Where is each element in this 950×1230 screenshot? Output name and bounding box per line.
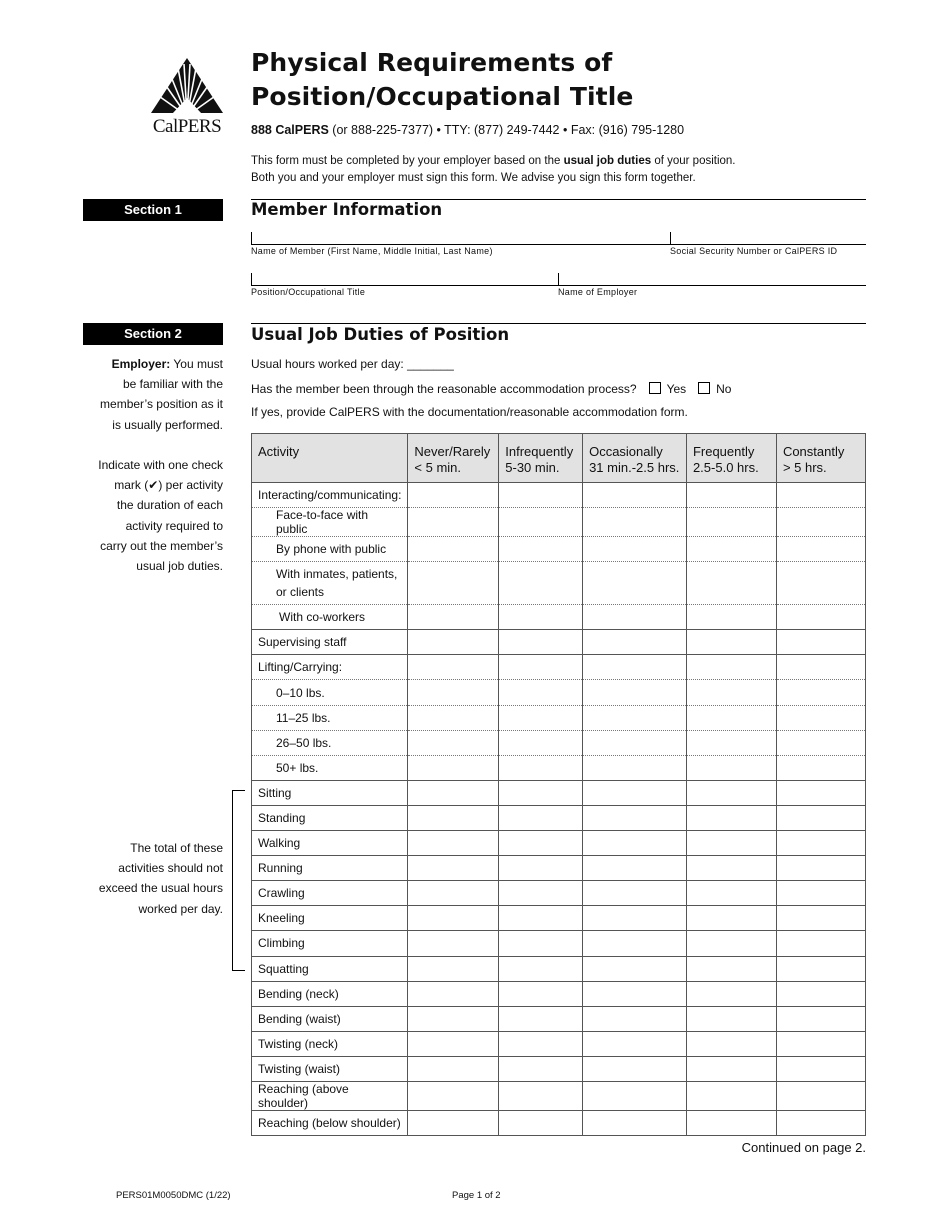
duration-check-cell[interactable]: [499, 831, 583, 856]
total-bracket: [232, 790, 245, 971]
employer-note-bold: Employer:: [111, 357, 171, 371]
member-name-field-tick: [251, 232, 252, 244]
table-row: [252, 931, 866, 956]
intro-line-2: Both you and your employer must sign this form. We advise you sign this form together.: [251, 172, 696, 184]
column-header: [776, 434, 865, 483]
employer-note-line-1: You must: [170, 357, 223, 371]
table-header-row: [252, 434, 866, 483]
total-line-2: activities should not: [118, 861, 223, 876]
column-header-title: Occasionally: [589, 444, 663, 459]
table-row: [252, 881, 866, 906]
duration-check-cell[interactable]: [408, 956, 499, 981]
accommodation-question: [251, 382, 731, 396]
table-row: [252, 1081, 866, 1110]
duration-check-cell[interactable]: [686, 537, 776, 562]
if-yes-note: If yes, provide CalPERS with the documentation/reasonable accommodation form.: [251, 405, 688, 419]
total-note: [83, 838, 223, 919]
table-row: [252, 508, 866, 537]
duration-check-cell[interactable]: [776, 508, 865, 537]
duration-check-cell[interactable]: [776, 680, 865, 705]
activity-label: Crawling: [252, 881, 408, 906]
duration-check-cell[interactable]: [408, 931, 499, 956]
hours-question[interactable]: Usual hours worked per day: _______: [251, 357, 454, 371]
duration-check-cell[interactable]: [686, 562, 776, 605]
activity-label: Bending (waist): [252, 1006, 408, 1031]
logo-wordmark: CalPERS: [152, 116, 222, 137]
duration-check-cell[interactable]: [583, 605, 687, 630]
employer-note-line-2: be familiar with the: [122, 377, 223, 392]
duration-check-cell[interactable]: [583, 931, 687, 956]
duration-check-cell[interactable]: [408, 805, 499, 830]
duration-check-cell[interactable]: [686, 1081, 776, 1110]
duration-check-cell[interactable]: [583, 805, 687, 830]
no-checkbox[interactable]: [698, 382, 710, 394]
duration-check-cell[interactable]: [686, 730, 776, 755]
duration-check-cell[interactable]: [408, 483, 499, 508]
duration-check-cell[interactable]: [776, 730, 865, 755]
duration-check-cell[interactable]: [408, 755, 499, 780]
activity-label: 26–50 lbs.: [252, 730, 408, 755]
duration-check-cell[interactable]: [408, 655, 499, 680]
duration-check-cell[interactable]: [583, 1056, 687, 1081]
table-body: [252, 483, 866, 1136]
duration-check-cell[interactable]: [776, 1056, 865, 1081]
table-row: [252, 831, 866, 856]
duration-check-cell[interactable]: [408, 881, 499, 906]
table-row: [252, 956, 866, 981]
duration-check-cell[interactable]: [499, 1031, 583, 1056]
indicate-line-1: Indicate with one check: [98, 458, 223, 472]
column-header-title: Activity: [258, 444, 300, 459]
form-id: PERS01M0050DMC (1/22): [116, 1190, 231, 1201]
duration-check-cell[interactable]: [499, 680, 583, 705]
total-line-3: exceed the usual hours: [98, 881, 223, 896]
activity-label: Reaching (below shoulder): [252, 1110, 408, 1135]
intro-part-c: of your position.: [651, 155, 736, 167]
duration-check-cell[interactable]: [583, 1081, 687, 1110]
duration-check-cell[interactable]: [686, 705, 776, 730]
intro-text: [251, 153, 736, 187]
column-header-duration: 5-30 min.: [505, 460, 560, 475]
column-header-duration: < 5 min.: [414, 460, 462, 475]
title-line-1: Physical Requirements of: [251, 48, 613, 77]
activity-label: With co-workers: [252, 605, 408, 630]
table-row: [252, 680, 866, 705]
duration-check-cell[interactable]: [583, 906, 687, 931]
intro-emphasis: usual job duties: [563, 155, 652, 167]
duration-check-cell[interactable]: [408, 705, 499, 730]
ssn-field-tick: [670, 232, 671, 244]
duration-check-cell[interactable]: [499, 605, 583, 630]
indicate-line-6: usual job duties.: [136, 559, 223, 574]
column-header-title: Constantly: [782, 444, 845, 459]
duration-check-cell[interactable]: [583, 981, 687, 1006]
activity-label: Walking: [252, 831, 408, 856]
column-header-duration: 31 min.-2.5 hrs.: [589, 460, 680, 475]
duration-check-cell[interactable]: [583, 1110, 687, 1135]
table-row: [252, 562, 866, 605]
duration-check-cell[interactable]: [499, 1006, 583, 1031]
ssn-label: Social Security Number or CalPERS ID: [670, 246, 838, 256]
duration-check-cell[interactable]: [499, 1110, 583, 1135]
duration-check-cell[interactable]: [583, 956, 687, 981]
duration-check-cell[interactable]: [686, 856, 776, 881]
contact-line: [251, 123, 684, 137]
duration-check-cell[interactable]: [583, 1031, 687, 1056]
employer-note-line-4: is usually performed.: [112, 417, 223, 432]
duration-check-cell[interactable]: [583, 780, 687, 805]
activity-label: Reaching (above shoulder): [252, 1081, 408, 1110]
indicate-note: [73, 455, 223, 576]
duration-check-cell[interactable]: [499, 562, 583, 605]
duration-check-cell[interactable]: [583, 755, 687, 780]
duration-check-cell[interactable]: [686, 1110, 776, 1135]
activity-label: Standing: [252, 805, 408, 830]
section-1-title: Member Information: [251, 200, 443, 219]
duration-check-cell[interactable]: [583, 483, 687, 508]
table-row: [252, 605, 866, 630]
duration-check-cell[interactable]: [776, 805, 865, 830]
duration-check-cell[interactable]: [583, 881, 687, 906]
duration-check-cell[interactable]: [776, 931, 865, 956]
duration-check-cell[interactable]: [499, 537, 583, 562]
employer-note: [83, 354, 223, 435]
no-label: No: [716, 382, 732, 396]
duration-check-cell[interactable]: [583, 705, 687, 730]
table-row: [252, 1056, 866, 1081]
table-row: [252, 483, 866, 508]
checkmark-icon: ✔: [148, 478, 159, 493]
duration-check-cell[interactable]: [408, 1006, 499, 1031]
total-line-1: The total of these: [130, 841, 223, 855]
duration-check-cell[interactable]: [499, 931, 583, 956]
yes-label: Yes: [666, 382, 687, 396]
duration-check-cell[interactable]: [499, 483, 583, 508]
duration-check-cell[interactable]: [686, 483, 776, 508]
duration-check-cell[interactable]: [583, 831, 687, 856]
indicate-line-4: activity required to: [125, 518, 223, 533]
section-2-rule: [251, 323, 866, 324]
position-label: Position/Occupational Title: [251, 287, 366, 297]
duration-check-cell[interactable]: [408, 562, 499, 605]
duration-check-cell[interactable]: [776, 981, 865, 1006]
duration-check-cell[interactable]: [686, 680, 776, 705]
contact-phone-brand: 888 CalPERS: [251, 123, 329, 137]
duration-check-cell[interactable]: [686, 1056, 776, 1081]
duration-check-cell[interactable]: [686, 605, 776, 630]
section-2-tab: Section 2: [83, 323, 223, 345]
duration-check-cell[interactable]: [686, 655, 776, 680]
duration-check-cell[interactable]: [776, 537, 865, 562]
member-name-label: Name of Member (First Name, Middle Initial, Last Name): [251, 246, 493, 256]
total-line-4: worked per day.: [138, 901, 223, 916]
column-header: [252, 434, 408, 483]
duration-check-cell[interactable]: [408, 1056, 499, 1081]
duration-check-cell[interactable]: [686, 630, 776, 655]
activity-label: With inmates, patients, or clients: [252, 562, 408, 605]
employer-label: Name of Employer: [558, 287, 638, 297]
duration-check-cell[interactable]: [686, 831, 776, 856]
duration-check-cell[interactable]: [776, 1006, 865, 1031]
duration-check-cell[interactable]: [408, 780, 499, 805]
duration-check-cell[interactable]: [408, 906, 499, 931]
activity-label: Twisting (waist): [252, 1056, 408, 1081]
duration-check-cell[interactable]: [686, 755, 776, 780]
duration-check-cell[interactable]: [776, 483, 865, 508]
duration-check-cell[interactable]: [776, 1031, 865, 1056]
column-header-title: Never/Rarely: [414, 444, 491, 459]
duration-check-cell[interactable]: [499, 508, 583, 537]
table-row: [252, 981, 866, 1006]
duration-check-cell[interactable]: [776, 655, 865, 680]
table-row: [252, 1006, 866, 1031]
activity-label: Interacting/communicating:: [252, 483, 408, 508]
duration-check-cell[interactable]: [499, 1081, 583, 1110]
duration-check-cell[interactable]: [583, 730, 687, 755]
intro-part-a: This form must be completed by your employer based on the: [251, 155, 564, 167]
column-header-title: Infrequently: [505, 444, 574, 459]
activity-label: Bending (neck): [252, 981, 408, 1006]
duration-check-cell[interactable]: [408, 680, 499, 705]
column-header-duration: > 5 hrs.: [782, 460, 827, 475]
duration-check-cell[interactable]: [583, 508, 687, 537]
duration-check-cell[interactable]: [776, 956, 865, 981]
duration-check-cell[interactable]: [499, 705, 583, 730]
activity-label: Running: [252, 856, 408, 881]
duration-check-cell[interactable]: [776, 630, 865, 655]
duration-check-cell[interactable]: [583, 856, 687, 881]
activity-label: By phone with public: [252, 537, 408, 562]
continued-note: Continued on page 2.: [741, 1140, 866, 1155]
duration-check-cell[interactable]: [408, 1031, 499, 1056]
position-field-tick: [251, 273, 252, 285]
employer-field-tick: [558, 273, 559, 285]
duration-check-cell[interactable]: [686, 981, 776, 1006]
duration-check-cell[interactable]: [499, 906, 583, 931]
duration-check-cell[interactable]: [583, 680, 687, 705]
duration-check-cell[interactable]: [499, 730, 583, 755]
duration-check-cell[interactable]: [408, 1110, 499, 1135]
duration-check-cell[interactable]: [499, 655, 583, 680]
duration-check-cell[interactable]: [686, 956, 776, 981]
duration-check-cell[interactable]: [583, 655, 687, 680]
duration-check-cell[interactable]: [776, 755, 865, 780]
activity-label: 11–25 lbs.: [252, 705, 408, 730]
duration-check-cell[interactable]: [776, 1081, 865, 1110]
table-row: [252, 537, 866, 562]
title-line-2: Position/Occupational Title: [251, 82, 634, 111]
section-1-tab: Section 1: [83, 199, 223, 221]
table-row: [252, 1031, 866, 1056]
contact-numbers: (or 888-225-7377) • TTY: (877) 249-7442 • Fax: (916) 795-1280: [328, 123, 685, 137]
column-header-duration: 2.5-5.0 hrs.: [692, 460, 759, 475]
duration-check-cell[interactable]: [408, 856, 499, 881]
activity-label: Squatting: [252, 956, 408, 981]
duration-check-cell[interactable]: [686, 780, 776, 805]
duration-check-cell[interactable]: [776, 562, 865, 605]
activity-label: 0–10 lbs.: [252, 680, 408, 705]
duration-check-cell[interactable]: [583, 1006, 687, 1031]
duration-check-cell[interactable]: [499, 956, 583, 981]
duration-check-cell[interactable]: [499, 1056, 583, 1081]
duration-check-cell[interactable]: [686, 1006, 776, 1031]
duration-check-cell[interactable]: [686, 881, 776, 906]
activity-label: Kneeling: [252, 906, 408, 931]
duration-check-cell[interactable]: [499, 856, 583, 881]
page-title: [251, 46, 871, 114]
duration-check-cell[interactable]: [686, 805, 776, 830]
activity-label: Lifting/Carrying:: [252, 655, 408, 680]
yes-checkbox[interactable]: [649, 382, 661, 394]
activity-label: Climbing: [252, 931, 408, 956]
table-row: [252, 856, 866, 881]
table-row: [252, 655, 866, 680]
table-row: [252, 630, 866, 655]
table-row: [252, 705, 866, 730]
duration-check-cell[interactable]: [686, 906, 776, 931]
member-name-field[interactable]: [251, 244, 866, 245]
table-row: [252, 755, 866, 780]
duration-check-cell[interactable]: [408, 508, 499, 537]
indicate-line-5: carry out the member’s: [100, 538, 223, 553]
indicate-line-2a: mark (: [114, 478, 149, 493]
table-row: [252, 1110, 866, 1135]
duration-check-cell[interactable]: [583, 562, 687, 605]
activity-label: Sitting: [252, 780, 408, 805]
activity-label: 50+ lbs.: [252, 755, 408, 780]
employer-note-line-3: member’s position as it: [100, 397, 223, 412]
table-row: [252, 780, 866, 805]
activity-label: Twisting (neck): [252, 1031, 408, 1056]
activity-label: Face-to-face with public: [252, 508, 408, 537]
duration-check-cell[interactable]: [499, 780, 583, 805]
duration-check-cell[interactable]: [776, 881, 865, 906]
section-2-title: Usual Job Duties of Position: [251, 325, 510, 344]
duration-check-cell[interactable]: [583, 630, 687, 655]
duration-check-cell[interactable]: [499, 981, 583, 1006]
duration-check-cell[interactable]: [686, 931, 776, 956]
column-header: [408, 434, 499, 483]
duration-check-cell[interactable]: [408, 537, 499, 562]
position-field[interactable]: [251, 285, 866, 286]
duration-check-cell[interactable]: [499, 755, 583, 780]
duration-check-cell[interactable]: [776, 831, 865, 856]
duration-check-cell[interactable]: [499, 881, 583, 906]
duration-check-cell[interactable]: [499, 805, 583, 830]
duration-check-cell[interactable]: [686, 1031, 776, 1056]
duration-check-cell[interactable]: [408, 605, 499, 630]
indicate-line-2b: ) per activity: [158, 478, 223, 493]
calpers-logo: [148, 56, 226, 138]
duration-check-cell[interactable]: [776, 780, 865, 805]
duration-check-cell[interactable]: [776, 906, 865, 931]
table-row: [252, 730, 866, 755]
job-duties-table: [251, 433, 866, 1136]
accommodation-question-text: Has the member been through the reasonable accommodation process?: [251, 382, 637, 396]
duration-check-cell[interactable]: [408, 630, 499, 655]
table-row: [252, 906, 866, 931]
duration-check-cell[interactable]: [776, 605, 865, 630]
duration-check-cell[interactable]: [776, 1110, 865, 1135]
duration-check-cell[interactable]: [408, 1081, 499, 1110]
table-row: [252, 805, 866, 830]
duration-check-cell[interactable]: [408, 730, 499, 755]
duration-check-cell[interactable]: [686, 508, 776, 537]
activity-label: Supervising staff: [252, 630, 408, 655]
column-header: [686, 434, 776, 483]
page-number: Page 1 of 2: [452, 1190, 501, 1201]
indicate-line-3: the duration of each: [116, 498, 223, 513]
column-header: [499, 434, 583, 483]
duration-check-cell[interactable]: [776, 705, 865, 730]
column-header-title: Frequently: [692, 444, 755, 459]
duration-check-cell[interactable]: [408, 981, 499, 1006]
duration-check-cell[interactable]: [499, 630, 583, 655]
column-header: [583, 434, 687, 483]
duration-check-cell[interactable]: [776, 856, 865, 881]
duration-check-cell[interactable]: [583, 537, 687, 562]
duration-check-cell[interactable]: [408, 831, 499, 856]
